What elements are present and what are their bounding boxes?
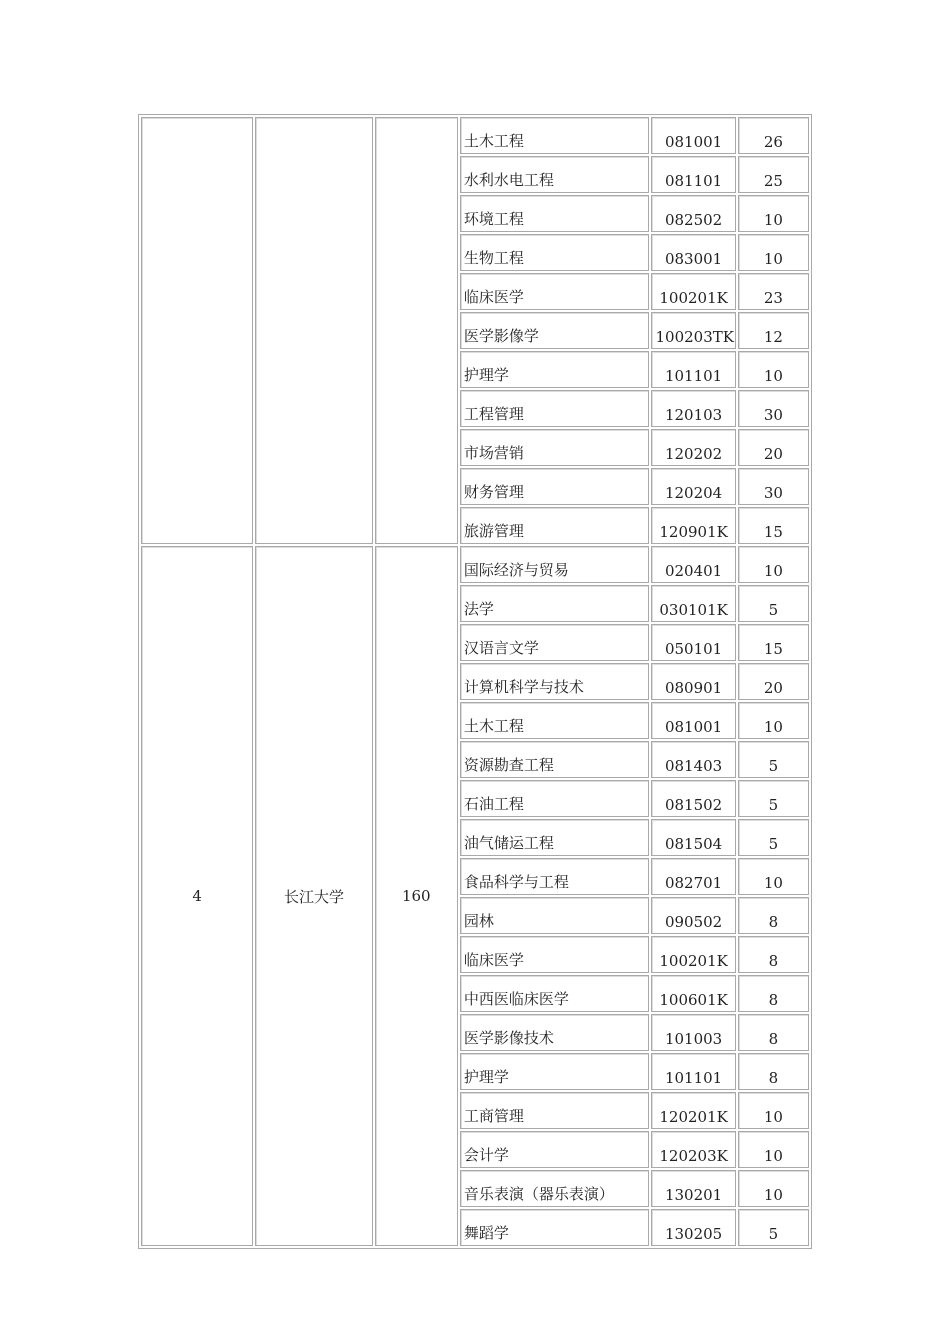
major-cell: 中西医临床医学 xyxy=(460,975,650,1012)
code-cell: 101003 xyxy=(651,1014,735,1051)
count-cell: 30 xyxy=(738,468,809,505)
university-cell: 长江大学 xyxy=(255,546,372,1246)
count-cell: 26 xyxy=(738,117,809,154)
count-cell: 10 xyxy=(738,1170,809,1207)
count-cell: 5 xyxy=(738,585,809,622)
count-cell: 8 xyxy=(738,897,809,934)
major-cell: 法学 xyxy=(460,585,650,622)
count-cell: 10 xyxy=(738,858,809,895)
major-cell: 汉语言文学 xyxy=(460,624,650,661)
count-cell: 5 xyxy=(738,780,809,817)
major-cell: 音乐表演（器乐表演） xyxy=(460,1170,650,1207)
major-cell: 临床医学 xyxy=(460,273,650,310)
code-cell: 120204 xyxy=(651,468,735,505)
code-cell: 081001 xyxy=(651,702,735,739)
count-cell: 10 xyxy=(738,1131,809,1168)
index-cell xyxy=(141,117,253,544)
major-cell: 工程管理 xyxy=(460,390,650,427)
count-cell: 12 xyxy=(738,312,809,349)
code-cell: 120201K xyxy=(651,1092,735,1129)
code-cell: 100201K xyxy=(651,273,735,310)
code-cell: 083001 xyxy=(651,234,735,271)
major-cell: 临床医学 xyxy=(460,936,650,973)
count-cell: 10 xyxy=(738,234,809,271)
code-cell: 120901K xyxy=(651,507,735,544)
code-cell: 080901 xyxy=(651,663,735,700)
major-cell: 资源勘查工程 xyxy=(460,741,650,778)
code-cell: 081502 xyxy=(651,780,735,817)
count-cell: 10 xyxy=(738,546,809,583)
table-row xyxy=(141,546,809,583)
major-cell: 石油工程 xyxy=(460,780,650,817)
major-cell: 旅游管理 xyxy=(460,507,650,544)
count-cell: 25 xyxy=(738,156,809,193)
enrollment-table xyxy=(138,114,812,1249)
major-cell: 计算机科学与技术 xyxy=(460,663,650,700)
code-cell: 082701 xyxy=(651,858,735,895)
major-cell: 生物工程 xyxy=(460,234,650,271)
code-cell: 130201 xyxy=(651,1170,735,1207)
major-cell: 油气储运工程 xyxy=(460,819,650,856)
code-cell: 030101K xyxy=(651,585,735,622)
code-cell: 120203K xyxy=(651,1131,735,1168)
code-cell: 081403 xyxy=(651,741,735,778)
count-cell: 5 xyxy=(738,819,809,856)
major-cell: 国际经济与贸易 xyxy=(460,546,650,583)
major-cell: 水利水电工程 xyxy=(460,156,650,193)
count-cell: 8 xyxy=(738,1053,809,1090)
count-cell: 5 xyxy=(738,1209,809,1246)
code-cell: 100601K xyxy=(651,975,735,1012)
major-cell: 土木工程 xyxy=(460,702,650,739)
code-cell: 120103 xyxy=(651,390,735,427)
code-cell: 100201K xyxy=(651,936,735,973)
count-cell: 8 xyxy=(738,936,809,973)
code-cell: 120202 xyxy=(651,429,735,466)
count-cell: 8 xyxy=(738,1014,809,1051)
count-cell: 5 xyxy=(738,741,809,778)
count-cell: 8 xyxy=(738,975,809,1012)
total-cell xyxy=(375,117,458,544)
code-cell: 090502 xyxy=(651,897,735,934)
code-cell: 130205 xyxy=(651,1209,735,1246)
major-cell: 医学影像技术 xyxy=(460,1014,650,1051)
code-cell: 081504 xyxy=(651,819,735,856)
major-cell: 护理学 xyxy=(460,1053,650,1090)
major-cell: 工商管理 xyxy=(460,1092,650,1129)
code-cell: 101101 xyxy=(651,1053,735,1090)
code-cell: 101101 xyxy=(651,351,735,388)
major-cell: 食品科学与工程 xyxy=(460,858,650,895)
total-cell: 160 xyxy=(375,546,458,1246)
enrollment-table-body xyxy=(141,117,809,1246)
major-cell: 医学影像学 xyxy=(460,312,650,349)
university-cell xyxy=(255,117,372,544)
code-cell: 050101 xyxy=(651,624,735,661)
count-cell: 20 xyxy=(738,429,809,466)
major-cell: 护理学 xyxy=(460,351,650,388)
count-cell: 10 xyxy=(738,195,809,232)
code-cell: 020401 xyxy=(651,546,735,583)
count-cell: 30 xyxy=(738,390,809,427)
major-cell: 市场营销 xyxy=(460,429,650,466)
count-cell: 15 xyxy=(738,624,809,661)
major-cell: 土木工程 xyxy=(460,117,650,154)
count-cell: 10 xyxy=(738,702,809,739)
table-row xyxy=(141,117,809,154)
code-cell: 081001 xyxy=(651,117,735,154)
count-cell: 10 xyxy=(738,351,809,388)
code-cell: 100203TK xyxy=(651,312,735,349)
major-cell: 环境工程 xyxy=(460,195,650,232)
code-cell: 082502 xyxy=(651,195,735,232)
major-cell: 财务管理 xyxy=(460,468,650,505)
code-cell: 081101 xyxy=(651,156,735,193)
count-cell: 23 xyxy=(738,273,809,310)
count-cell: 15 xyxy=(738,507,809,544)
major-cell: 园林 xyxy=(460,897,650,934)
major-cell: 会计学 xyxy=(460,1131,650,1168)
count-cell: 10 xyxy=(738,1092,809,1129)
major-cell: 舞蹈学 xyxy=(460,1209,650,1246)
count-cell: 20 xyxy=(738,663,809,700)
index-cell: 4 xyxy=(141,546,253,1246)
